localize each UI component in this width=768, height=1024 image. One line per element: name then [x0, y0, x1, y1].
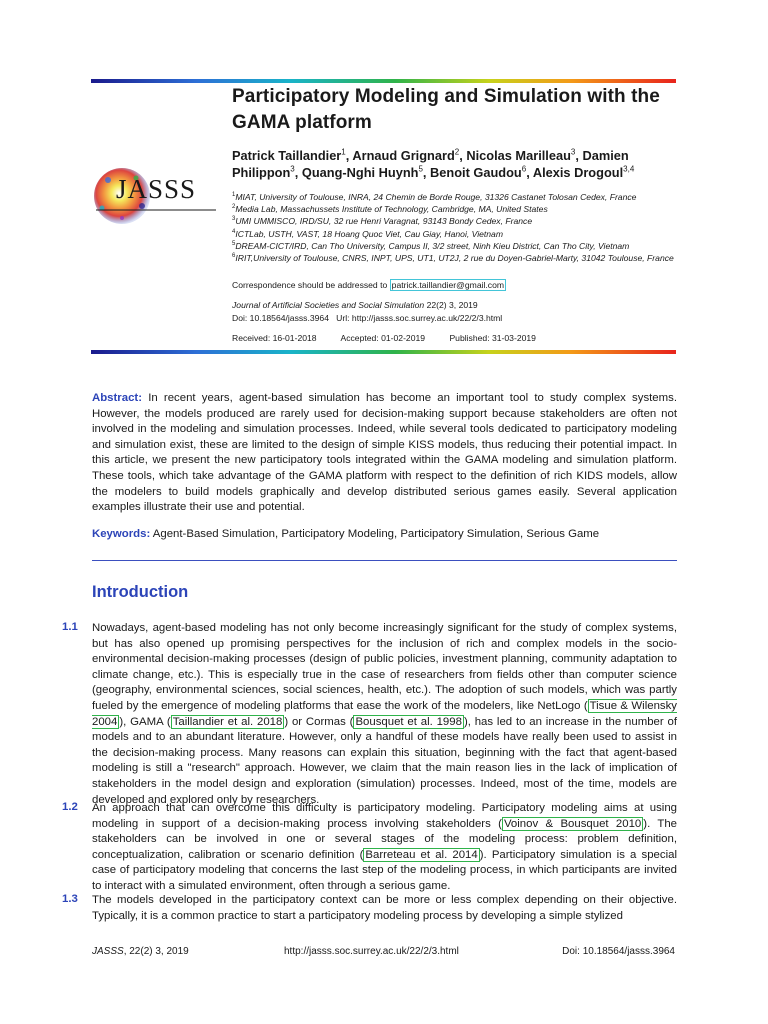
footer-url[interactable]: http://jasss.soc.surrey.ac.uk/22/2/3.html: [284, 946, 459, 957]
author-name: Nicolas Marilleau: [466, 148, 571, 163]
affiliation-item: [232, 191, 678, 203]
url-line: Url: http://jasss.soc.surrey.ac.uk/22/2/3.html: [336, 312, 503, 323]
section-heading-introduction: Introduction: [92, 583, 189, 601]
abstract: [92, 391, 677, 516]
affiliation-mark: 5: [232, 240, 236, 247]
author-name: Benoit Gaudou: [430, 165, 522, 180]
affiliation-mark: 1: [232, 192, 236, 199]
keywords: [92, 528, 677, 540]
accepted-date: Accepted: 01-02-2019: [340, 333, 426, 343]
correspondence-email-link[interactable]: patrick.taillandier@gmail.com: [391, 280, 505, 290]
paper-title: Participatory Modeling and Simulation with the GAMA platform: [232, 86, 660, 133]
affiliation-item: [232, 228, 678, 240]
publication-dates: [232, 333, 558, 343]
citation-link[interactable]: Voinov & Bousquet 2010: [503, 817, 642, 830]
author-name: Damien Philippon: [232, 148, 629, 180]
author-affiliation-mark: 6: [521, 164, 527, 174]
affiliation-text: Media Lab, Massachussets Institute of Technology, Cambridge, MA, United States: [235, 204, 548, 215]
affiliation-text: ICTLab, USTH, VAST, 18 Hoang Quoc Viet, Cau Giay, Hanoi, Vietnam: [235, 228, 503, 239]
footer-journal: JASSS: [92, 946, 124, 957]
affiliation-mark: 3: [232, 216, 236, 223]
paragraph-text: The models developed in the participatory context can be more or less complex depending on their objective. Typically, it is a common practice to start a participatory modeling process by developing a simple stylized: [92, 894, 677, 922]
journal-issue: 22(2) 3, 2019: [426, 300, 478, 310]
paragraph-text: ), GAMA (: [119, 715, 171, 728]
author-name: Quang-Nghi Huynh: [301, 165, 419, 180]
affiliation-item: [232, 240, 678, 252]
affiliation-item: [232, 215, 678, 227]
paragraph-text: ), has led to an increase in the number of models and to an abundant literature. However, only a handful of these models have really been used to assist in the decision-making process. Many reasons can explain this situation, beginning with the fact that agent-based modeling is still a "research" approach. However, we claim that the main reason lies in the lack of implication of stakeholders in the model design and exploration (simulation) processes. Indeed, most of the time, models are developed and explored only by researchers.: [92, 715, 677, 806]
author-name: Alexis Drogoul: [532, 165, 624, 180]
paragraph-number: 1.2: [62, 801, 78, 813]
author-affiliation-mark: 3: [570, 147, 576, 157]
author-affiliation-mark: 2: [454, 147, 460, 157]
author-affiliation-mark: 5: [418, 164, 423, 174]
jasss-logo: [92, 166, 218, 226]
author-affiliation-mark: 3,4: [623, 164, 635, 174]
header-rule-top: [91, 79, 676, 83]
journal-info: [232, 299, 502, 324]
header-rule-bottom: [91, 350, 676, 354]
author-affiliation-mark: 3: [290, 164, 295, 174]
citation-link[interactable]: Barreteau et al. 2014: [365, 848, 478, 861]
affiliation-text: UMI UMMISCO, IRD/SU, 32 rue Henri Varagnat, 93143 Bondy Cedex, France: [235, 216, 533, 227]
published-date: Published: 31-03-2019: [449, 333, 536, 343]
author-affiliation-mark: 1: [341, 147, 346, 157]
paragraph-number: 1.3: [62, 893, 78, 905]
paragraph-text: An approach that can overcome this difficulty is participatory modeling. Participatory modeling aims at using modeling in support of a decision-making process involving stakeholders (: [92, 802, 677, 830]
affiliation-item: [232, 203, 678, 215]
keywords-label: Keywords:: [92, 528, 151, 540]
abstract-text: In recent years, agent-based simulation has become an important tool to study complex systems. However, the models produced are rarely used for decision-making support because stakeholders are often not involved in the modeling and simulation processes. Indeed, while several tools dedicated to participatory modeling and simulation exist, these are limited to the design of simple KISS models, thus reducing their potential impact. In this article, we present the new participatory tools integrated within the GAMA modeling and simulation platform. These tools, which take advantage of the GAMA platform with respect to the definition of rich KIDS models, allow the modelers to build models graphically and develop distributed serious games easily. Several application examples illustrate their use and potential.: [92, 392, 677, 514]
affiliation-mark: 6: [232, 253, 236, 260]
affiliation-item: [232, 252, 678, 264]
correspondence-line: [232, 280, 506, 290]
affiliation-text: IRIT,University of Toulouse, CNRS, INPT, UPS, UT1, UT2J, 2 rue du Doyen-Gabriel-Marty, 31042 Toulouse, France: [235, 253, 674, 264]
abstract-label: Abstract:: [92, 392, 143, 404]
affiliation-mark: 2: [232, 204, 236, 211]
footer-doi: Doi: 10.18564/jasss.3964: [562, 946, 675, 957]
citation-link[interactable]: Taillandier et al. 2018: [172, 715, 283, 728]
journal-name: Journal of Artificial Societies and Social Simulation: [232, 300, 425, 310]
keywords-text: Agent-Based Simulation, Participatory Modeling, Participatory Simulation, Serious Game: [152, 528, 600, 540]
paragraph-1-3: [92, 893, 677, 924]
paragraph-1-2: [92, 801, 677, 895]
paragraph-text: ). The stakeholders can be involved in one or several stages of the modeling process: problem definition, conceptualization, calibration or scenario definition (: [92, 817, 678, 861]
paragraph-1-1: Nowadays, agent-based modeling has not only become increasingly significant for the study of complex systems, but has also opened up promising perspectives for the inclusion of rich and complex models in the socio-environmental decision-making processes (design of public policies, investment planning, community adaptation to climate change, etc.). This is especially true in the case of researchers from fields other than computer science (geography, environmental sciences, social sciences, health, etc.). The adoption of such models, which was partly fueled by the emergence of modeling platforms that ease the work of the modelers, like NetLogo ( Tisue & Wilensky 2004 ), GAMA ( Taillandier et al. 2018 ) or Cormas ( Bousquet et al. 1998 ), has led to an increase in the number of models and to an abundant literature. However, only a handful of these models have really been used to assist in the decision-making process. Many reasons can explain this situation, beginning with the fact that agent-based modeling is still a "research" approach. However, we claim that the main reason lies in the lack of implication of stakeholders in the model design and exploration (simulation) processes. Indeed, most of the time, models are developed and explored only by researchers.: [92, 622, 677, 806]
section-divider: [92, 560, 677, 561]
affiliation-text: DREAM-CICT/IRD, Can Tho University, Campus II, 3/2 street, Ninh Kieu District, Can Tho City, Vietnam: [235, 240, 630, 251]
author-list: Patrick Taillandier$^1$, Arnaud Grignard$^2$, Nicolas Marilleau$^3$, Damien Philippon$^3$, Quang-Nghi Huynh$^5$, Benoit Gaudou$^6$, Alexis Drogoul$^{3,4}$: [232, 147, 635, 180]
logo-text: JASSS: [116, 174, 197, 204]
citation-link[interactable]: Tisue & Wilensky 2004: [92, 699, 677, 728]
affiliation-text: MIAT, University of Toulouse, INRA, 24 Chemin de Borde Rouge, 31326 Castanet Tolosan Cedex, France: [235, 192, 637, 202]
affiliation-list: [232, 191, 678, 264]
paragraph-text: ) or Cormas (: [284, 715, 354, 728]
paragraph-text: ). Participatory simulation is a special case of participatory modeling that concerns the last step of the modeling process, in which participants are invited to interact with a simulated environment, often through a serious game.: [92, 848, 677, 892]
footer-citation: [92, 946, 189, 957]
received-date: Received: 16-01-2018: [232, 333, 317, 343]
author-name: Arnaud Grignard: [352, 148, 455, 163]
paragraph-text: Nowadays, agent-based modeling has not only become increasingly significant for the study of complex systems, but has also opened up promising perspectives for the inclusion of rich and complex models in the socio-environmental decision-making processes (design of public policies, investment planning, community adaptation to climate change, etc.). This is especially true in the case of researchers from fields other than computer science (geography, environmental sciences, social sciences, health, etc.). The adoption of such models, which was partly fueled by the emergence of modeling platforms that ease the work of the modelers, like NetLogo: [92, 622, 677, 712]
paragraph-number: 1.1: [62, 621, 78, 633]
footer-issue: , 22(2) 3, 2019: [123, 946, 189, 957]
author-name: Patrick Taillandier: [232, 148, 342, 163]
correspondence-label: Correspondence should be addressed to: [232, 280, 388, 290]
doi-line: Doi: 10.18564/jasss.3964: [232, 312, 329, 323]
citation-link[interactable]: Bousquet et al. 1998: [355, 715, 462, 728]
affiliation-mark: 4: [232, 228, 236, 235]
